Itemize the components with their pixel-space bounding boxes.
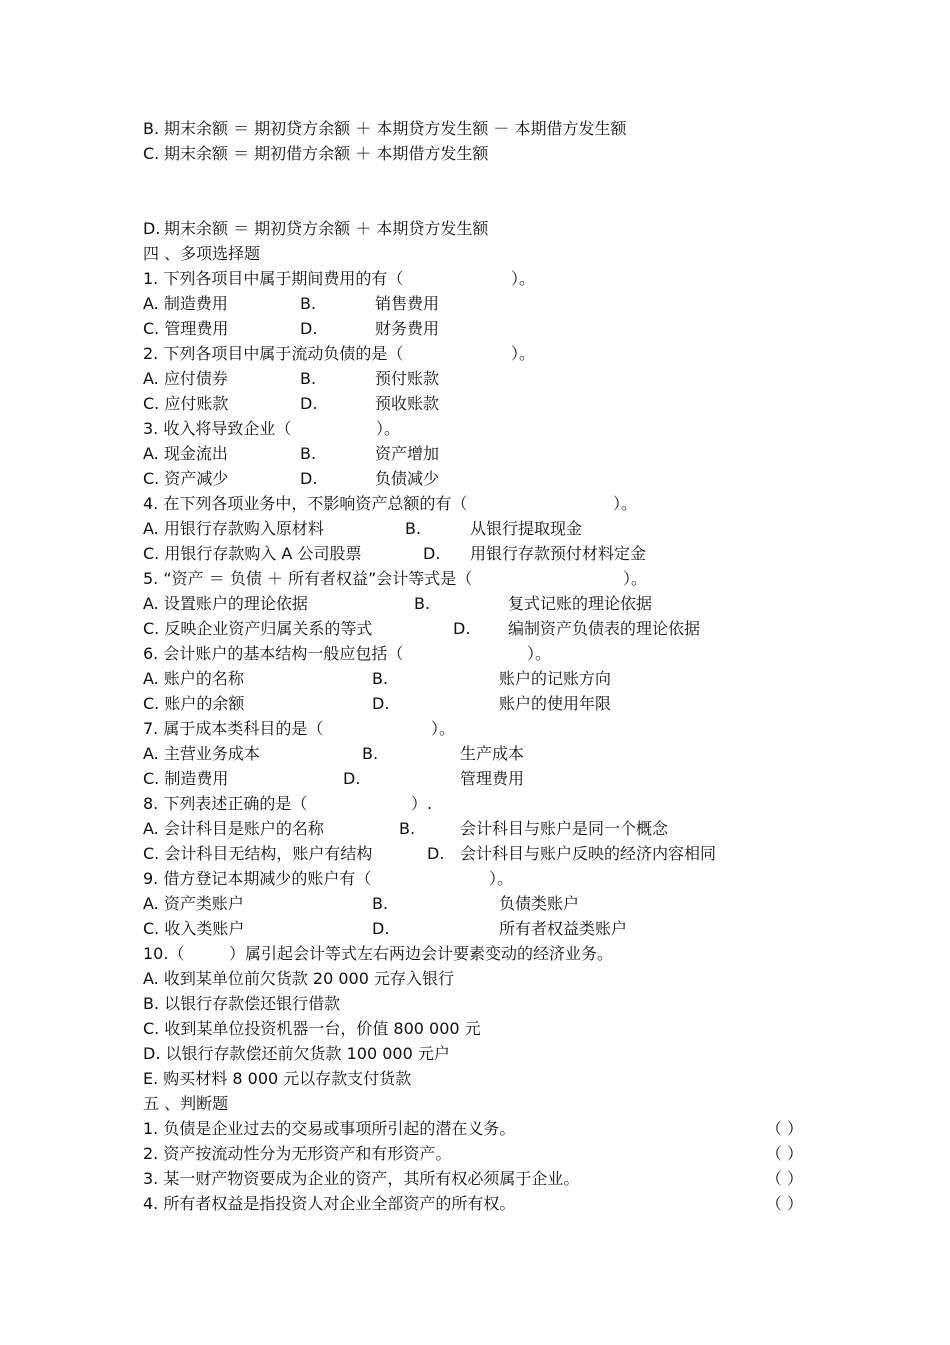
- option-a: A. 制造费用: [143, 294, 228, 313]
- option-c: C. 反映企业资产归属关系的等式: [143, 619, 373, 638]
- option-b: 账户的记账方向: [499, 669, 612, 688]
- option-c: C. 收到某单位投资机器一台，价值 800 000 元: [143, 1019, 481, 1038]
- stem-close: ）。: [527, 644, 552, 663]
- judgement-text: 1. 负债是企业过去的交易或事项所引起的潜在义务。: [143, 1119, 516, 1138]
- option-d-label: D.: [300, 319, 318, 338]
- option-c: C. 应付账款: [143, 394, 229, 413]
- option-d-label: D.: [343, 769, 361, 788]
- judgement-text: 4. 所有者权益是指投资人对企业全部资产的所有权。: [143, 1194, 516, 1213]
- stem-close: ）。: [431, 719, 456, 738]
- option-d: 所有者权益类账户: [499, 919, 628, 938]
- section-title: 四 、多项选择题: [143, 244, 261, 263]
- option-b-label: B.: [372, 894, 389, 913]
- option-label: B.: [143, 119, 160, 138]
- option-d: D. 以银行存款偿还前欠货款 100 000 元户: [143, 1044, 450, 1063]
- option-a: A. 设置账户的理论依据: [143, 594, 308, 613]
- option-d-label: D.: [423, 544, 441, 563]
- option-a: A. 应付债券: [143, 369, 228, 388]
- option-text: 期末余额 ＝ 期初贷方余额 ＋ 本期贷方发生额 － 本期借方发生额: [164, 119, 627, 138]
- option-a: A. 现金流出: [143, 444, 228, 463]
- stem-text: 7. 属于成本类科目的是（: [143, 719, 324, 738]
- option-c: C. 管理费用: [143, 319, 229, 338]
- option-d-label: D.: [372, 694, 390, 713]
- stem-text: 9. 借方登记本期减少的账户有（: [143, 869, 372, 888]
- option-d: 财务费用: [375, 319, 440, 338]
- stem-text: 6. 会计账户的基本结构一般应包括（: [143, 644, 404, 663]
- stem-close: ）。: [613, 494, 638, 513]
- option-b-label: B.: [362, 744, 379, 763]
- option-b-label: B.: [399, 819, 416, 838]
- option-label: D.: [143, 219, 161, 238]
- option-c: C. 账户的余额: [143, 694, 245, 713]
- stem-close: ）。: [511, 269, 536, 288]
- option-b-label: B.: [372, 669, 389, 688]
- option-c: C. 会计科目无结构，账户有结构: [143, 844, 373, 863]
- option-d: 管理费用: [460, 769, 525, 788]
- option-text: 期末余额 ＝ 期初贷方余额 ＋ 本期贷方发生额: [164, 219, 489, 238]
- section-title: 五 、判断题: [143, 1094, 229, 1113]
- option-b-label: B.: [414, 594, 431, 613]
- stem-close: ）。: [511, 344, 536, 363]
- option-d: 负债减少: [375, 469, 440, 488]
- answer-parens: （ ）: [765, 1169, 803, 1188]
- stem-close: ）。: [489, 869, 514, 888]
- stem-text: 4. 在下列各项业务中，不影响资产总额的有（: [143, 494, 468, 513]
- option-a: A. 收到某单位前欠货款 20 000 元存入银行: [143, 969, 454, 988]
- option-a: A. 资产类账户: [143, 894, 244, 913]
- answer-parens: （ ）: [765, 1144, 803, 1163]
- option-c: C. 收入类账户: [143, 919, 245, 938]
- option-c: C. 资产减少: [143, 469, 229, 488]
- option-b-label: B.: [300, 369, 317, 388]
- option-text: 期末余额 ＝ 期初借方余额 ＋ 本期借方发生额: [164, 144, 489, 163]
- stem-close: ）。: [623, 569, 648, 588]
- option-b: 负债类账户: [499, 894, 580, 913]
- stem-close: ）。: [376, 419, 401, 438]
- option-b-label: B.: [300, 294, 317, 313]
- option-d: 会计科目与账户反映的经济内容相同: [460, 844, 717, 863]
- stem-text: ）属引起会计等式左右两边会计要素变动的经济业务。: [229, 944, 614, 963]
- option-a: A. 账户的名称: [143, 669, 244, 688]
- option-b: 从银行提取现金: [470, 519, 583, 538]
- option-d-label: D.: [453, 619, 471, 638]
- stem-text: 1. 下列各项目中属于期间费用的有（: [143, 269, 404, 288]
- answer-parens: （ ）: [765, 1119, 803, 1138]
- option-d: 账户的使用年限: [499, 694, 612, 713]
- stem-text: 5. “资产 ＝ 负债 ＋ 所有者权益”会计等式是（: [143, 569, 473, 588]
- judgement-text: 3. 某一财产物资要成为企业的资产，其所有权必须属于企业。: [143, 1169, 580, 1188]
- stem-open: 10.（: [143, 944, 185, 963]
- option-b: 预付账款: [375, 369, 440, 388]
- option-d: 用银行存款预付材料定金: [470, 544, 647, 563]
- judgement-text: 2. 资产按流动性分为无形资产和有形资产。: [143, 1144, 452, 1163]
- option-d-label: D.: [372, 919, 390, 938]
- option-d-label: D.: [300, 394, 318, 413]
- option-b: B. 以银行存款偿还银行借款: [143, 994, 341, 1013]
- option-c: C. 制造费用: [143, 769, 229, 788]
- option-b: 复式记账的理论依据: [508, 594, 653, 613]
- stem-text: 2. 下列各项目中属于流动负债的是（: [143, 344, 404, 363]
- option-a: A. 用银行存款购入原材料: [143, 519, 324, 538]
- stem-close: ）.: [411, 794, 433, 813]
- answer-parens: （ ）: [765, 1194, 803, 1213]
- option-d: 编制资产负债表的理论依据: [508, 619, 701, 638]
- option-label: C.: [143, 144, 160, 163]
- option-b: 会计科目与账户是同一个概念: [460, 819, 669, 838]
- option-a: A. 主营业务成本: [143, 744, 260, 763]
- stem-text: 3. 收入将导致企业（: [143, 419, 292, 438]
- option-d-label: D.: [300, 469, 318, 488]
- option-d: 预收账款: [375, 394, 440, 413]
- stem-text: 8. 下列表述正确的是（: [143, 794, 308, 813]
- option-c: C. 用银行存款购入 A 公司股票: [143, 544, 362, 563]
- option-a: A. 会计科目是账户的名称: [143, 819, 324, 838]
- option-b: 生产成本: [460, 744, 525, 763]
- option-b: 销售费用: [375, 294, 440, 313]
- option-d-label: D.: [427, 844, 445, 863]
- option-b-label: B.: [405, 519, 422, 538]
- option-b-label: B.: [300, 444, 317, 463]
- option-b: 资产增加: [375, 444, 440, 463]
- option-e: E. 购买材料 8 000 元以存款支付货款: [143, 1069, 412, 1088]
